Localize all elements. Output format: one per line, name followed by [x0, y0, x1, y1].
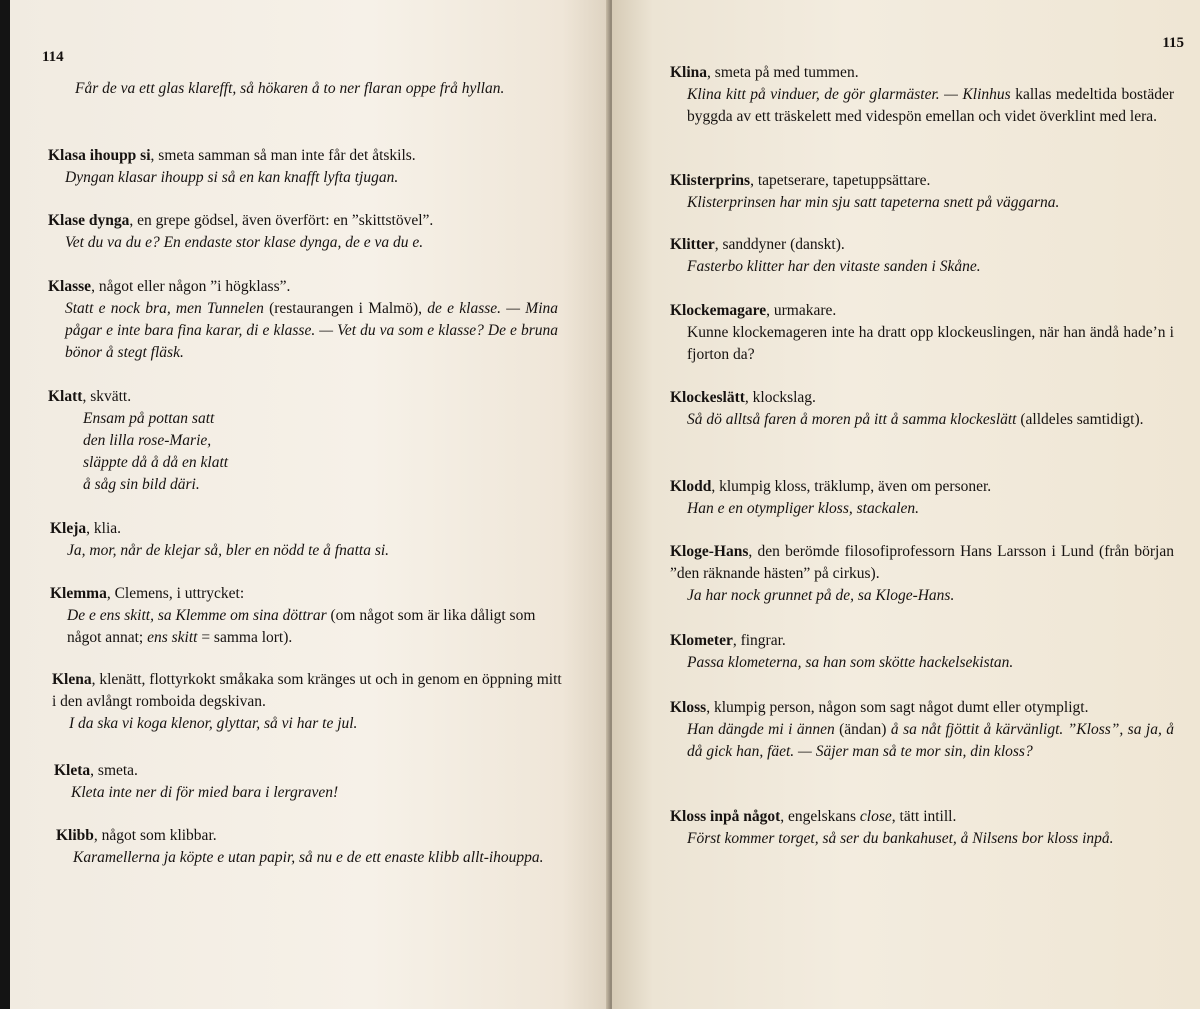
example-text: å sa nåt fjöttit å kärvänligt. ”Kloss”, sa ja, å då gick han, fäet. — Säjer man så te mor sin, din kloss? — [687, 721, 1174, 760]
entry-example — [670, 84, 1174, 128]
example-gloss: (ändan) — [834, 721, 891, 738]
entry-definition: , smeta samman så man inte får det åtskils. — [150, 147, 416, 164]
entry-klodd — [670, 476, 1174, 520]
entry-headword: Kleja — [50, 520, 87, 537]
right-page — [612, 0, 1200, 1009]
entry-kleja — [50, 518, 560, 562]
example-text: Så dö alltså faren å moren på itt å samma klockeslätt — [687, 411, 1017, 428]
entry-example — [50, 605, 562, 649]
entry-headword: Klase dynga — [48, 212, 130, 229]
entry-definition: , smeta. — [90, 762, 138, 779]
page-number: 115 — [1162, 35, 1184, 51]
entry-example: Karamellerna ja köpte e utan papir, så nu e de ett enaste klibb allt-ihouppa. — [73, 849, 544, 866]
entry-headword: Klena — [52, 671, 92, 688]
entry-klase-dynga — [48, 210, 558, 254]
example-gloss: (restaurangen i Malmö), — [263, 300, 428, 317]
example-gloss: (om något som är lika dåligt som något annat; — [67, 607, 536, 646]
entry-example: Först kommer torget, så ser du bankahuset, å Nilsens bor kloss inpå. — [687, 830, 1114, 847]
entry-klina — [670, 62, 1174, 128]
entry-klockemagare — [670, 300, 1174, 366]
entry-example — [670, 409, 1174, 431]
poem-line: å såg sin bild däri. — [83, 476, 200, 493]
entry-definition: , skvätt. — [82, 388, 132, 405]
entry-definition: , en grepe gödsel, även överfört: en ”skittstövel”. — [129, 212, 434, 229]
entry-line — [52, 669, 564, 713]
entry-klatt — [48, 386, 558, 496]
entry-headword: Kleta — [54, 762, 91, 779]
entry-klasse — [48, 276, 558, 364]
entry-example — [48, 298, 558, 364]
entry-example: I da ska vi koga klenor, glyttar, så vi har te jul. — [69, 715, 358, 732]
entry-definition: , klumpig person, någon som sagt något dumt eller otympligt. — [706, 699, 1089, 716]
entry-headword: Kloss — [670, 699, 707, 716]
entry-definition: , något eller någon ”i högklass”. — [91, 278, 291, 295]
entry-definition: , urmakare. — [766, 302, 837, 319]
entry-headword: Klasa ihoupp si — [48, 147, 151, 164]
entry-headword: Klibb — [56, 827, 94, 844]
example-gloss: = samma lort). — [197, 629, 293, 646]
entry-definition: , klia. — [86, 520, 122, 537]
entry-definition: , klumpig kloss, träklump, även om personer. — [711, 478, 992, 495]
entry-example: Fasterbo klitter har den vitaste sanden i Skåne. — [687, 258, 981, 275]
entry-definition: , något som klibbar. — [93, 827, 217, 844]
example-text: Klina kitt på vinduer, de gör glarmäster. — Klinhus — [687, 86, 1011, 103]
entry-example: Kleta inte ner di för mied bara i lergraven! — [71, 784, 339, 801]
entry-definition: , fingrar. — [732, 632, 786, 649]
entry-headword: Klitter — [670, 236, 715, 253]
entry-klockeslatt — [670, 387, 1174, 431]
entry-example: Ja har nock grunnet på de, sa Kloge-Hans. — [687, 587, 955, 604]
entry-definition-term: close — [859, 808, 892, 825]
entry-headword: Klina — [670, 64, 708, 81]
entry-kleta — [54, 760, 564, 804]
page-number: 114 — [42, 49, 64, 65]
poem-line: den lilla rose-Marie, — [83, 432, 212, 449]
example-text: De e ens skitt, sa Klemme om sina döttrar — [67, 607, 327, 624]
example-text: ens skitt — [147, 629, 198, 646]
entry-example: Klisterprinsen har min sju satt tapeterna snett på väggarna. — [687, 194, 1060, 211]
entry-klometer — [670, 630, 1174, 674]
entry-example — [670, 719, 1174, 763]
entry-example: Dyngan klasar ihoupp si så en kan knafft lyfta tjugan. — [65, 169, 399, 186]
entry-example: Får de va ett glas klarefft, så hökaren å to ner flaran oppe frå hyllan. — [75, 80, 505, 97]
entry-definition: , Clemens, i uttrycket: — [106, 585, 245, 602]
entry-headword: Klasse — [48, 278, 92, 295]
entry-definition: , tätt intill. — [891, 808, 957, 825]
entry-headword: Klockemagare — [670, 302, 767, 319]
entry-kloge-hans — [670, 541, 1174, 607]
entry-klitter — [670, 234, 1174, 278]
entry-headword: Klisterprins — [670, 172, 751, 189]
entry-klena — [52, 669, 564, 735]
example-text: Han dängde mi i ännen — [687, 721, 835, 738]
entry-definition: , tapetserare, tapetuppsättare. — [750, 172, 931, 189]
entry-headword: Klometer — [670, 632, 733, 649]
example-gloss: (alldeles samtidigt). — [1016, 411, 1144, 428]
entry-example: Kunne klockemageren inte ha dratt opp klockeuslingen, när han ändå hade’n i fjorton da? — [687, 324, 1174, 363]
entry-klisterprins — [670, 170, 1174, 214]
poem-line: släppte då å då en klatt — [83, 454, 229, 471]
entry-definition: , klenätt, flottyrkokt småkaka som kränges ut och in genom en öppning mitt i den avlångt romboida degskivan. — [52, 671, 562, 710]
example-gloss: kallas medeltida bostäder byggda av ett träskelett med videspön emellan och videt överklint med lera. — [687, 86, 1175, 125]
entry-kloss-inpa-nagot — [670, 806, 1174, 850]
entry-example: Ja, mor, når de klejar så, bler en nödd te å fnatta si. — [67, 542, 390, 559]
entry-definition: , sanddyner (danskt). — [714, 236, 845, 253]
entry-kloss — [670, 697, 1174, 763]
entry-headword: Klemma — [50, 585, 107, 602]
entry-line — [670, 541, 1174, 585]
entry-example: Vet du va du e? En endaste stor klase dynga, de e va du e. — [65, 234, 424, 251]
example-text: Statt e nock bra, men Tunnelen — [65, 300, 264, 317]
example-text: de e klasse. — Mina pågar e inte bara fina karar, di e klasse. — Vet du va som e klasse? De e bruna bönor å stegt fläsk. — [65, 300, 558, 361]
entry-headword: Klodd — [670, 478, 712, 495]
entry-headword: Kloss inpå något — [670, 808, 781, 825]
entry-klibb — [56, 825, 566, 869]
entry-definition: , klockslag. — [744, 389, 816, 406]
entry-headword: Klockeslätt — [670, 389, 745, 406]
entry-definition: , smeta på med tummen. — [707, 64, 859, 81]
entry-definition: , engelskans — [780, 808, 860, 825]
entry-klemma — [50, 583, 562, 649]
left-page — [10, 0, 610, 1009]
entry-klasa-ihoupp-si — [48, 145, 558, 189]
entry-definition: , den berömde filosofiprofessorn Hans Larsson i Lund (från början ”den räknande hästen” på cirkus). — [670, 543, 1174, 582]
entry-headword: Klatt — [48, 388, 83, 405]
entry-continuation — [58, 78, 558, 100]
entry-example: Han e en otympliger kloss, stackalen. — [687, 500, 920, 517]
poem-line: Ensam på pottan satt — [83, 410, 215, 427]
entry-example: Passa klometerna, sa han som skötte hackelsekistan. — [687, 654, 1014, 671]
entry-headword: Kloge-Hans — [670, 543, 749, 560]
